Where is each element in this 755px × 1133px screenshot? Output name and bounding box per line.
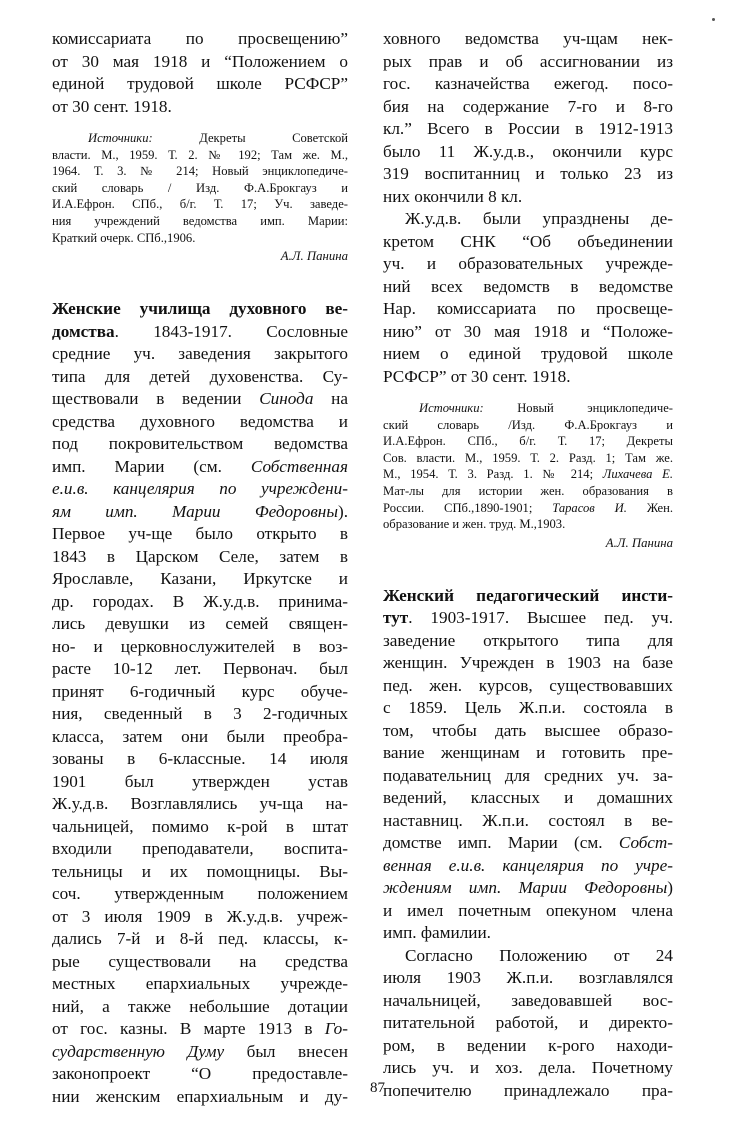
text-line: ний всех ведомств в ведомстве	[383, 276, 673, 296]
sources-line: Источники: Декреты Советской	[88, 131, 348, 145]
text-line: Согласно Положению от 24	[405, 945, 673, 965]
page-number: 87	[370, 1080, 385, 1096]
text-line: лись уч. и хоз. дела. Почетному	[383, 1058, 673, 1078]
text-line: класса, затем они были преобра-	[52, 726, 348, 746]
text-line: тельницы и их помощницы. Вы-	[52, 861, 348, 881]
scan-speck	[712, 18, 715, 21]
text-line: местных епархиальных учрежде-	[52, 974, 348, 994]
text-line: тут. 1903-1917. Высшее пед. уч.	[383, 608, 673, 628]
text-line: средства духовного ведомства и	[52, 411, 348, 431]
text-line: имп. Марии (см. Собственная	[52, 456, 348, 476]
text-line: от 3 июля 1909 в Ж.у.д.в. учреж-	[52, 906, 348, 926]
text-line: от 30 мая 1918 и “Положением о	[52, 51, 348, 71]
text-line: рых прав и об ассигновании из	[383, 51, 673, 71]
text-line: единой трудовой школе РСФСР”	[52, 74, 348, 93]
sources-line: ский словарь /Изд. Ф.А.Брокгауз и	[383, 417, 673, 432]
sources-label: Источники:	[419, 401, 484, 415]
text-line: 319 воспитанниц и только 23 из	[383, 164, 673, 183]
text-line: домстве имп. Марии (см. Собст-	[383, 833, 673, 853]
text-line: кретом СНК “Об объединении	[383, 231, 673, 251]
text-line: заведение открытого типа для	[383, 630, 673, 650]
text-line: них окончили 8 кл.	[383, 186, 523, 206]
text-line: ям имп. Марии Федоровны).	[52, 501, 348, 521]
text-line: ния, сведенный в 3 2-годичных	[52, 704, 348, 724]
intro-paragraph	[52, 28, 348, 118]
text-line: женщин. Учрежден в 1903 на базе	[383, 653, 673, 673]
text-line: Ж.у.д.в. Возглавлялись уч-ща на-	[52, 794, 348, 814]
article-pedagogicheskiy-institut	[383, 585, 673, 1103]
text-line: попечителю принадлежало пра-	[383, 1080, 673, 1100]
sources-line: 1964. Т. 3. № 214; Новый энциклопедиче-	[52, 164, 348, 179]
sources-line: ский словарь / Изд. Ф.А.Брокгауз и	[52, 180, 348, 195]
text-line: РСФСР” от 30 сент. 1918.	[383, 366, 571, 386]
text-line: нии женским епархиальным и ду-	[52, 1086, 348, 1106]
text-line: сударственную Думу был внесен	[52, 1041, 348, 1061]
text-line: чальницей, помимо к-рой в штат	[52, 816, 348, 836]
text-line: законопроект “О предоставле-	[52, 1064, 348, 1084]
text-line: соч. утвержденным положением	[52, 884, 348, 904]
text-line: е.и.в. канцелярия по учреждени-	[52, 479, 348, 499]
text-line: начальницей, заведовавшей вос-	[383, 990, 673, 1010]
sources-line: И.А.Ефрон. СПб., б/г. Т. 17; Декреты	[383, 434, 673, 449]
article-title-line	[52, 298, 348, 321]
article-title: Женские училища духовного ве-	[52, 299, 348, 319]
sources-block	[52, 130, 348, 246]
text-line: ждениям имп. Марии Федоровны)	[383, 878, 673, 898]
text-line: уч. и образовательных учрежде-	[383, 254, 673, 273]
sources-line: ния учреждений ведомства имп. Марии:	[52, 213, 348, 228]
sources-line: И.А.Ефрон. СПб., б/г. Т. 17; Уч. заведе-	[52, 197, 348, 212]
text-line: подавательниц для средних уч. за-	[383, 765, 673, 785]
text-line: ведений, классных и домашних	[383, 788, 673, 808]
sources-line: Сов. власти. М., 1959. Т. 2. Разд. 1; Там же.	[383, 450, 673, 465]
text-line: домства. 1843-1917. Сословные	[52, 321, 348, 341]
text-line: комиссариата по просвещению”	[52, 29, 348, 48]
text-line: типа для детей духовенства. Су-	[52, 366, 348, 386]
text-line: принят 6-годичный курс обуче-	[52, 681, 348, 701]
text-line: с 1859. Цель Ж.п.и. состояла в	[383, 698, 673, 718]
text-line: но- и церковнослужителей в воз-	[52, 636, 348, 656]
text-line: под покровительством ведомства	[52, 434, 348, 454]
text-line: входили преподаватели, воспита-	[52, 839, 348, 859]
text-line: Нар. комиссариата по просвеще-	[383, 299, 673, 318]
text-line: наставниц. Ж.п.и. состоял в ве-	[383, 810, 673, 830]
right-column	[383, 28, 673, 1102]
text-line: гос. казначейства ежегод. посо-	[383, 74, 673, 93]
article-title: Женский педагогический инсти-	[383, 585, 673, 605]
text-line: том, чтобы дать высшее образо-	[383, 720, 673, 740]
text-line: лись девушки из семей священ-	[52, 614, 348, 634]
text-line: июля 1903 Ж.п.и. возглавлялся	[383, 968, 673, 988]
sources-line: образование и жен. труд. М.,1903.	[383, 517, 566, 532]
text-line: пед. жен. курсов, существовавших	[383, 675, 673, 695]
text-line: имп. фамилии.	[383, 923, 491, 943]
text-line: ществовали в ведении Синода на	[52, 389, 348, 409]
text-line: бия на содержание 7-го и 8-го	[383, 96, 673, 116]
author-signature: А.Л. Панина	[280, 249, 348, 264]
text-line: Первое уч-ще было открыто в	[52, 524, 348, 544]
text-line: и имел почетным опекуном члена	[383, 900, 673, 920]
text-line: было 11 Ж.у.д.в., окончили курс	[383, 141, 673, 161]
article-zhenskie-uchilishcha	[52, 298, 348, 1108]
sources-line: России. СПб.,1890-1901; Тарасов И. Жен.	[383, 500, 673, 515]
text-line: от гос. казны. В марте 1913 в Го-	[52, 1019, 348, 1039]
text-line: ховного ведомства уч-щам нек-	[383, 29, 673, 48]
text-line: Ж.у.д.в. были упразднены де-	[405, 209, 673, 228]
text-line: кл.” Всего в России в 1912-1913	[383, 119, 673, 138]
sources-label: Источники:	[88, 131, 153, 145]
sources-block	[383, 400, 673, 533]
sources-line: Краткий очерк. СПб.,1906.	[52, 230, 196, 245]
text-line: дались 7-й и 8-й пед. классы, к-	[52, 929, 348, 949]
text-line: нию” от 30 мая 1918 и “Положе-	[383, 321, 673, 341]
text-line: ром, в ведении к-рого находи-	[383, 1035, 673, 1055]
sources-line: власти. М., 1959. Т. 2. № 192; Там же. М.,	[52, 147, 348, 162]
text-line: 1843 в Царском Селе, затем в	[52, 546, 348, 566]
sources-line: Источники: Новый энциклопедиче-	[419, 401, 673, 415]
text-line: Ярославле, Казани, Иркутске и	[52, 569, 348, 589]
text-line: расте 10-12 лет. Первонач. был	[52, 659, 348, 679]
continued-paragraph	[383, 28, 673, 388]
text-line: зованы в 6-классные. 14 июля	[52, 749, 348, 769]
sources-line: Мат-лы для истории жен. образования в	[383, 483, 673, 498]
text-line: средние уч. заведения закрытого	[52, 344, 348, 364]
text-line: от 30 сент. 1918.	[52, 96, 172, 116]
text-line: вание женщинам и готовить пре-	[383, 743, 673, 763]
author-signature: А.Л. Панина	[605, 535, 673, 550]
text-line: рые существовали на средства	[52, 951, 348, 971]
text-line: др. городах. В Ж.у.д.в. принима-	[52, 591, 348, 611]
text-line: ний, а также небольшие дотации	[52, 996, 348, 1016]
left-column	[52, 28, 348, 1108]
sources-line: М., 1954. Т. 3. Разд. 1. № 214; Лихачева Е.	[383, 467, 673, 482]
text-line: 1901 был утвержден устав	[52, 771, 348, 791]
text-line: нием о единой трудовой школе	[383, 344, 673, 363]
text-line: питательной работой, и директо-	[383, 1013, 673, 1033]
article-title-line	[383, 585, 673, 608]
text-line: венная е.и.в. канцелярия по учре-	[383, 855, 673, 875]
